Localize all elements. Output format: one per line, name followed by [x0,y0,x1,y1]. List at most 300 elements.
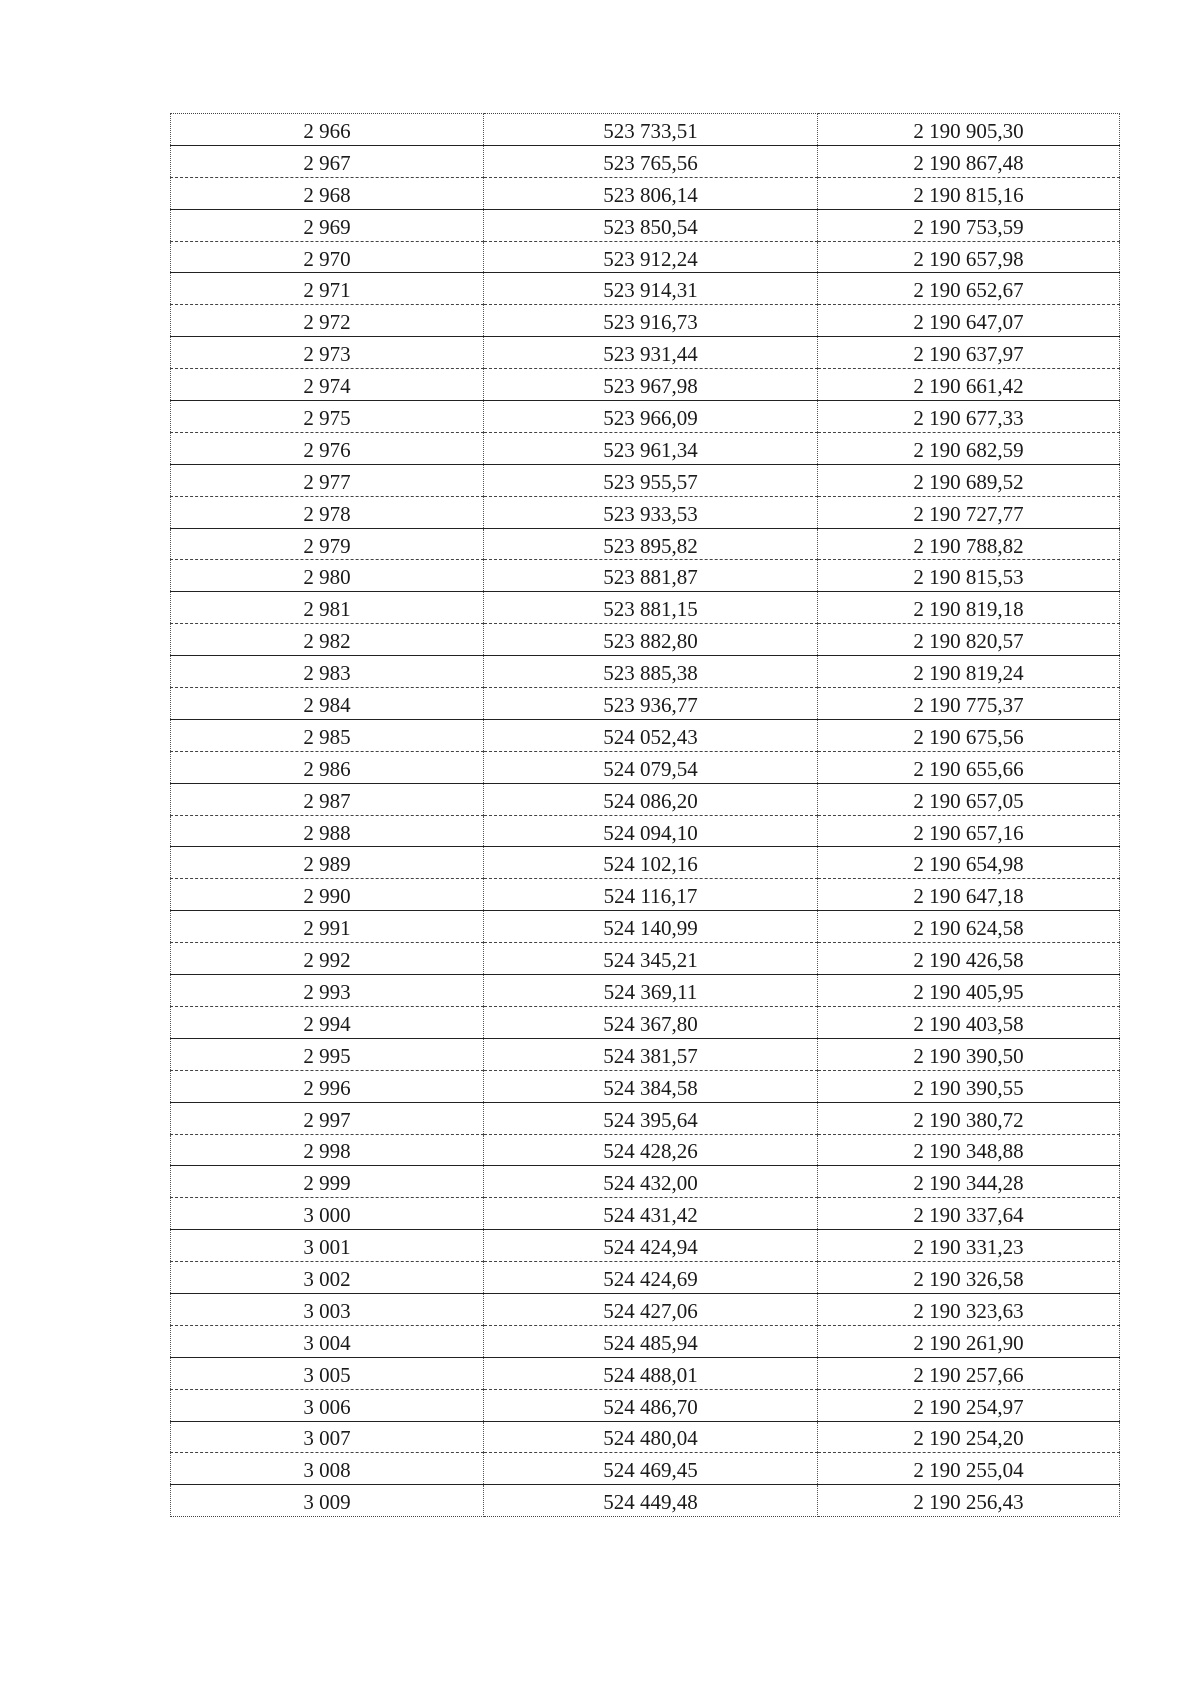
cell-text: 2 190 654,98 [913,852,1024,877]
point-number-cell [171,401,484,433]
point-number-cell [171,305,484,337]
table-row [171,369,1120,401]
cell-text: 523 916,73 [603,310,698,335]
x-coordinate-cell [484,1038,818,1070]
y-coordinate-cell [818,1325,1120,1357]
coordinates-table-body [171,114,1120,1517]
cell-text: 3 001 [303,1235,351,1260]
cell-text: 523 936,77 [603,692,698,717]
y-coordinate-cell [818,432,1120,464]
table-row [171,592,1120,624]
cell-text: 2 966 [303,118,351,143]
cell-text: 2 190 323,63 [913,1298,1024,1323]
cell-text: 524 102,16 [603,852,698,877]
cell-text: 2 990 [303,884,351,909]
point-number-cell [171,1198,484,1230]
x-coordinate-cell [484,177,818,209]
cell-text: 2 991 [303,916,351,941]
cell-text: 524 424,94 [603,1235,698,1260]
cell-text: 2 190 819,18 [913,597,1024,622]
table-row [171,1293,1120,1325]
x-coordinate-cell [484,1102,818,1134]
cell-text: 524 079,54 [603,756,698,781]
cell-text: 2 190 390,55 [913,1075,1024,1100]
table-row [171,1325,1120,1357]
cell-text: 2 973 [303,342,351,367]
cell-text: 2 988 [303,820,351,845]
x-coordinate-cell [484,464,818,496]
cell-text: 524 486,70 [603,1394,698,1419]
point-number-cell [171,656,484,688]
cell-text: 523 850,54 [603,214,698,239]
table-row [171,624,1120,656]
point-number-cell [171,177,484,209]
cell-text: 2 190 753,59 [913,214,1024,239]
x-coordinate-cell [484,1389,818,1421]
cell-text: 2 190 905,30 [913,118,1024,143]
y-coordinate-cell [818,369,1120,401]
x-coordinate-cell [484,1453,818,1485]
cell-text: 2 994 [303,1011,351,1036]
x-coordinate-cell [484,783,818,815]
cell-text: 2 975 [303,405,351,430]
point-number-cell [171,464,484,496]
x-coordinate-cell [484,241,818,273]
table-row [171,1198,1120,1230]
table-row [171,751,1120,783]
table-row [171,879,1120,911]
cell-text: 2 190 344,28 [913,1171,1024,1196]
table-row [171,145,1120,177]
cell-text: 2 993 [303,979,351,1004]
y-coordinate-cell [818,1357,1120,1389]
cell-text: 2 984 [303,692,351,717]
x-coordinate-cell [484,114,818,146]
cell-text: 3 003 [303,1298,351,1323]
cell-text: 2 190 255,04 [913,1458,1024,1483]
cell-text: 2 976 [303,437,351,462]
point-number-cell [171,273,484,305]
x-coordinate-cell [484,496,818,528]
cell-text: 2 190 637,97 [913,342,1024,367]
cell-text: 2 985 [303,724,351,749]
table-row [171,273,1120,305]
cell-text: 523 895,82 [603,533,698,558]
point-number-cell [171,114,484,146]
cell-text: 2 986 [303,756,351,781]
cell-text: 2 190 256,43 [913,1490,1024,1515]
cell-text: 2 989 [303,852,351,877]
cell-text: 2 997 [303,1107,351,1132]
point-number-cell [171,145,484,177]
cell-text: 524 424,69 [603,1267,698,1291]
cell-text: 2 190 661,42 [913,374,1024,399]
x-coordinate-cell [484,975,818,1007]
cell-text: 2 190 727,77 [913,501,1024,526]
table-row [171,1389,1120,1421]
cell-text: 2 971 [303,278,351,303]
cell-text: 2 982 [303,629,351,654]
table-row [171,560,1120,592]
cell-text: 524 480,04 [603,1426,698,1451]
cell-text: 524 427,06 [603,1298,698,1323]
y-coordinate-cell [818,943,1120,975]
cell-text: 524 369,11 [603,979,698,1004]
table-row [171,1485,1120,1517]
y-coordinate-cell [818,656,1120,688]
cell-text: 2 190 337,64 [913,1203,1024,1228]
table-row [171,1134,1120,1166]
cell-text: 524 052,43 [603,724,698,749]
y-coordinate-cell [818,528,1120,560]
table-row [171,528,1120,560]
cell-text: 3 005 [303,1362,351,1387]
cell-text: 524 345,21 [603,948,698,973]
x-coordinate-cell [484,1357,818,1389]
coordinates-table [170,113,1120,1517]
x-coordinate-cell [484,1325,818,1357]
point-number-cell [171,688,484,720]
point-number-cell [171,1038,484,1070]
x-coordinate-cell [484,209,818,241]
x-coordinate-cell [484,751,818,783]
x-coordinate-cell [484,145,818,177]
y-coordinate-cell [818,464,1120,496]
y-coordinate-cell [818,305,1120,337]
cell-text: 2 977 [303,469,351,494]
cell-text: 2 190 788,82 [913,533,1024,558]
cell-text: 2 978 [303,501,351,526]
point-number-cell [171,209,484,241]
cell-text: 524 485,94 [603,1330,698,1355]
point-number-cell [171,560,484,592]
table-row [171,847,1120,879]
point-number-cell [171,1421,484,1453]
cell-text: 3 008 [303,1458,351,1483]
cell-text: 523 881,15 [603,597,698,622]
cell-text: 523 933,53 [603,501,698,526]
x-coordinate-cell [484,337,818,369]
table-row [171,1230,1120,1262]
table-row [171,783,1120,815]
point-number-cell [171,1325,484,1357]
y-coordinate-cell [818,1070,1120,1102]
cell-text: 2 190 677,33 [913,405,1024,430]
y-coordinate-cell [818,1166,1120,1198]
table-row [171,337,1120,369]
x-coordinate-cell [484,1070,818,1102]
x-coordinate-cell [484,1262,818,1294]
point-number-cell [171,337,484,369]
cell-text: 2 190 657,16 [913,820,1024,845]
y-coordinate-cell [818,783,1120,815]
cell-text: 523 912,24 [603,246,698,271]
x-coordinate-cell [484,719,818,751]
cell-text: 3 006 [303,1394,351,1419]
y-coordinate-cell [818,401,1120,433]
cell-text: 2 190 647,18 [913,884,1024,909]
y-coordinate-cell [818,688,1120,720]
cell-text: 2 190 326,58 [913,1267,1024,1291]
point-number-cell [171,241,484,273]
cell-text: 2 998 [303,1139,351,1164]
cell-text: 524 086,20 [603,788,698,813]
cell-text: 2 190 815,16 [913,182,1024,207]
cell-text: 2 190 815,53 [913,565,1024,590]
y-coordinate-cell [818,624,1120,656]
cell-text: 523 733,51 [603,118,698,143]
cell-text: 2 190 675,56 [913,724,1024,749]
point-number-cell [171,815,484,847]
cell-text: 2 995 [303,1043,351,1068]
point-number-cell [171,943,484,975]
cell-text: 523 914,31 [603,278,698,303]
cell-text: 523 961,34 [603,437,698,462]
table-row [171,305,1120,337]
y-coordinate-cell [818,273,1120,305]
table-row [171,815,1120,847]
cell-text: 2 190 426,58 [913,948,1024,973]
point-number-cell [171,496,484,528]
x-coordinate-cell [484,879,818,911]
point-number-cell [171,624,484,656]
table-row [171,1006,1120,1038]
y-coordinate-cell [818,114,1120,146]
table-row [171,1070,1120,1102]
x-coordinate-cell [484,1230,818,1262]
x-coordinate-cell [484,1006,818,1038]
point-number-cell [171,1102,484,1134]
cell-text: 2 190 775,37 [913,692,1024,717]
cell-text: 524 395,64 [603,1107,698,1132]
x-coordinate-cell [484,1485,818,1517]
y-coordinate-cell [818,496,1120,528]
cell-text: 2 190 257,66 [913,1362,1024,1387]
point-number-cell [171,592,484,624]
table-row [171,719,1120,751]
table-row [171,688,1120,720]
cell-text: 524 367,80 [603,1011,698,1036]
cell-text: 2 996 [303,1075,351,1100]
point-number-cell [171,432,484,464]
point-number-cell [171,1166,484,1198]
cell-text: 2 992 [303,948,351,973]
x-coordinate-cell [484,432,818,464]
y-coordinate-cell [818,592,1120,624]
y-coordinate-cell [818,1230,1120,1262]
cell-text: 2 987 [303,788,351,813]
cell-text: 2 190 820,57 [913,629,1024,654]
table-row [171,1166,1120,1198]
x-coordinate-cell [484,688,818,720]
table-row [171,209,1120,241]
x-coordinate-cell [484,528,818,560]
y-coordinate-cell [818,1038,1120,1070]
point-number-cell [171,1293,484,1325]
x-coordinate-cell [484,1166,818,1198]
cell-text: 2 190 390,50 [913,1043,1024,1068]
y-coordinate-cell [818,1262,1120,1294]
y-coordinate-cell [818,815,1120,847]
cell-text: 523 885,38 [603,661,698,686]
x-coordinate-cell [484,943,818,975]
table-row [171,911,1120,943]
cell-text: 523 967,98 [603,374,698,399]
table-row [171,975,1120,1007]
point-number-cell [171,1357,484,1389]
cell-text: 2 190 624,58 [913,916,1024,941]
x-coordinate-cell [484,911,818,943]
cell-text: 524 116,17 [603,884,698,909]
y-coordinate-cell [818,847,1120,879]
x-coordinate-cell [484,592,818,624]
table-row [171,401,1120,433]
cell-text: 523 955,57 [603,469,698,494]
cell-text: 523 931,44 [603,342,698,367]
y-coordinate-cell [818,241,1120,273]
cell-text: 524 431,42 [603,1203,698,1228]
cell-text: 2 979 [303,533,351,558]
point-number-cell [171,369,484,401]
cell-text: 523 881,87 [603,565,698,590]
cell-text: 524 384,58 [603,1075,698,1100]
cell-text: 524 094,10 [603,820,698,845]
cell-text: 2 190 254,20 [913,1426,1024,1451]
y-coordinate-cell [818,145,1120,177]
y-coordinate-cell [818,1006,1120,1038]
cell-text: 524 140,99 [603,916,698,941]
cell-text: 2 190 655,66 [913,756,1024,781]
cell-text: 524 432,00 [603,1171,698,1196]
y-coordinate-cell [818,209,1120,241]
point-number-cell [171,528,484,560]
y-coordinate-cell [818,1293,1120,1325]
cell-text: 523 765,56 [603,150,698,175]
table-row [171,241,1120,273]
x-coordinate-cell [484,815,818,847]
point-number-cell [171,751,484,783]
x-coordinate-cell [484,847,818,879]
point-number-cell [171,1453,484,1485]
x-coordinate-cell [484,401,818,433]
cell-text: 523 882,80 [603,629,698,654]
point-number-cell [171,1485,484,1517]
x-coordinate-cell [484,305,818,337]
cell-text: 2 967 [303,150,351,175]
cell-text: 2 999 [303,1171,351,1196]
cell-text: 2 190 682,59 [913,437,1024,462]
x-coordinate-cell [484,273,818,305]
cell-text: 3 002 [303,1267,351,1291]
table-row [171,1262,1120,1294]
point-number-cell [171,847,484,879]
x-coordinate-cell [484,656,818,688]
x-coordinate-cell [484,369,818,401]
table-row [171,464,1120,496]
cell-text: 2 972 [303,310,351,335]
x-coordinate-cell [484,1421,818,1453]
point-number-cell [171,1230,484,1262]
y-coordinate-cell [818,879,1120,911]
point-number-cell [171,975,484,1007]
cell-text: 2 969 [303,214,351,239]
point-number-cell [171,1070,484,1102]
x-coordinate-cell [484,624,818,656]
point-number-cell [171,1006,484,1038]
table-row [171,114,1120,146]
cell-text: 523 966,09 [603,405,698,430]
cell-text: 2 983 [303,661,351,686]
point-number-cell [171,911,484,943]
cell-text: 2 190 254,97 [913,1394,1024,1419]
cell-text: 2 981 [303,597,351,622]
x-coordinate-cell [484,1293,818,1325]
table-row [171,1038,1120,1070]
cell-text: 524 449,48 [603,1490,698,1515]
cell-text: 2 190 657,05 [913,788,1024,813]
cell-text: 524 381,57 [603,1043,698,1068]
y-coordinate-cell [818,751,1120,783]
table-row [171,1102,1120,1134]
x-coordinate-cell [484,1198,818,1230]
y-coordinate-cell [818,1389,1120,1421]
cell-text: 3 007 [303,1426,351,1451]
point-number-cell [171,1389,484,1421]
cell-text: 523 806,14 [603,182,698,207]
cell-text: 2 190 348,88 [913,1139,1024,1164]
point-number-cell [171,1262,484,1294]
table-row [171,177,1120,209]
cell-text: 2 190 403,58 [913,1011,1024,1036]
y-coordinate-cell [818,1134,1120,1166]
cell-text: 3 000 [303,1203,351,1228]
cell-text: 2 190 819,24 [913,661,1024,686]
x-coordinate-cell [484,560,818,592]
point-number-cell [171,879,484,911]
y-coordinate-cell [818,337,1120,369]
table-row [171,432,1120,464]
y-coordinate-cell [818,560,1120,592]
cell-text: 2 190 867,48 [913,150,1024,175]
cell-text: 2 190 261,90 [913,1330,1024,1355]
y-coordinate-cell [818,1485,1120,1517]
cell-text: 2 190 647,07 [913,310,1024,335]
y-coordinate-cell [818,1102,1120,1134]
y-coordinate-cell [818,1198,1120,1230]
cell-text: 2 968 [303,182,351,207]
y-coordinate-cell [818,177,1120,209]
cell-text: 524 428,26 [603,1139,698,1164]
cell-text: 2 970 [303,246,351,271]
cell-text: 2 190 405,95 [913,979,1024,1004]
cell-text: 524 488,01 [603,1362,698,1387]
x-coordinate-cell [484,1134,818,1166]
cell-text: 2 190 652,67 [913,278,1024,303]
table-row [171,1421,1120,1453]
y-coordinate-cell [818,1421,1120,1453]
y-coordinate-cell [818,719,1120,751]
cell-text: 3 004 [303,1330,351,1355]
cell-text: 524 469,45 [603,1458,698,1483]
table-row [171,496,1120,528]
table-row [171,1357,1120,1389]
point-number-cell [171,719,484,751]
table-row [171,656,1120,688]
cell-text: 2 190 380,72 [913,1107,1024,1132]
cell-text: 2 974 [303,374,351,399]
y-coordinate-cell [818,1453,1120,1485]
cell-text: 2 190 331,23 [913,1235,1024,1260]
